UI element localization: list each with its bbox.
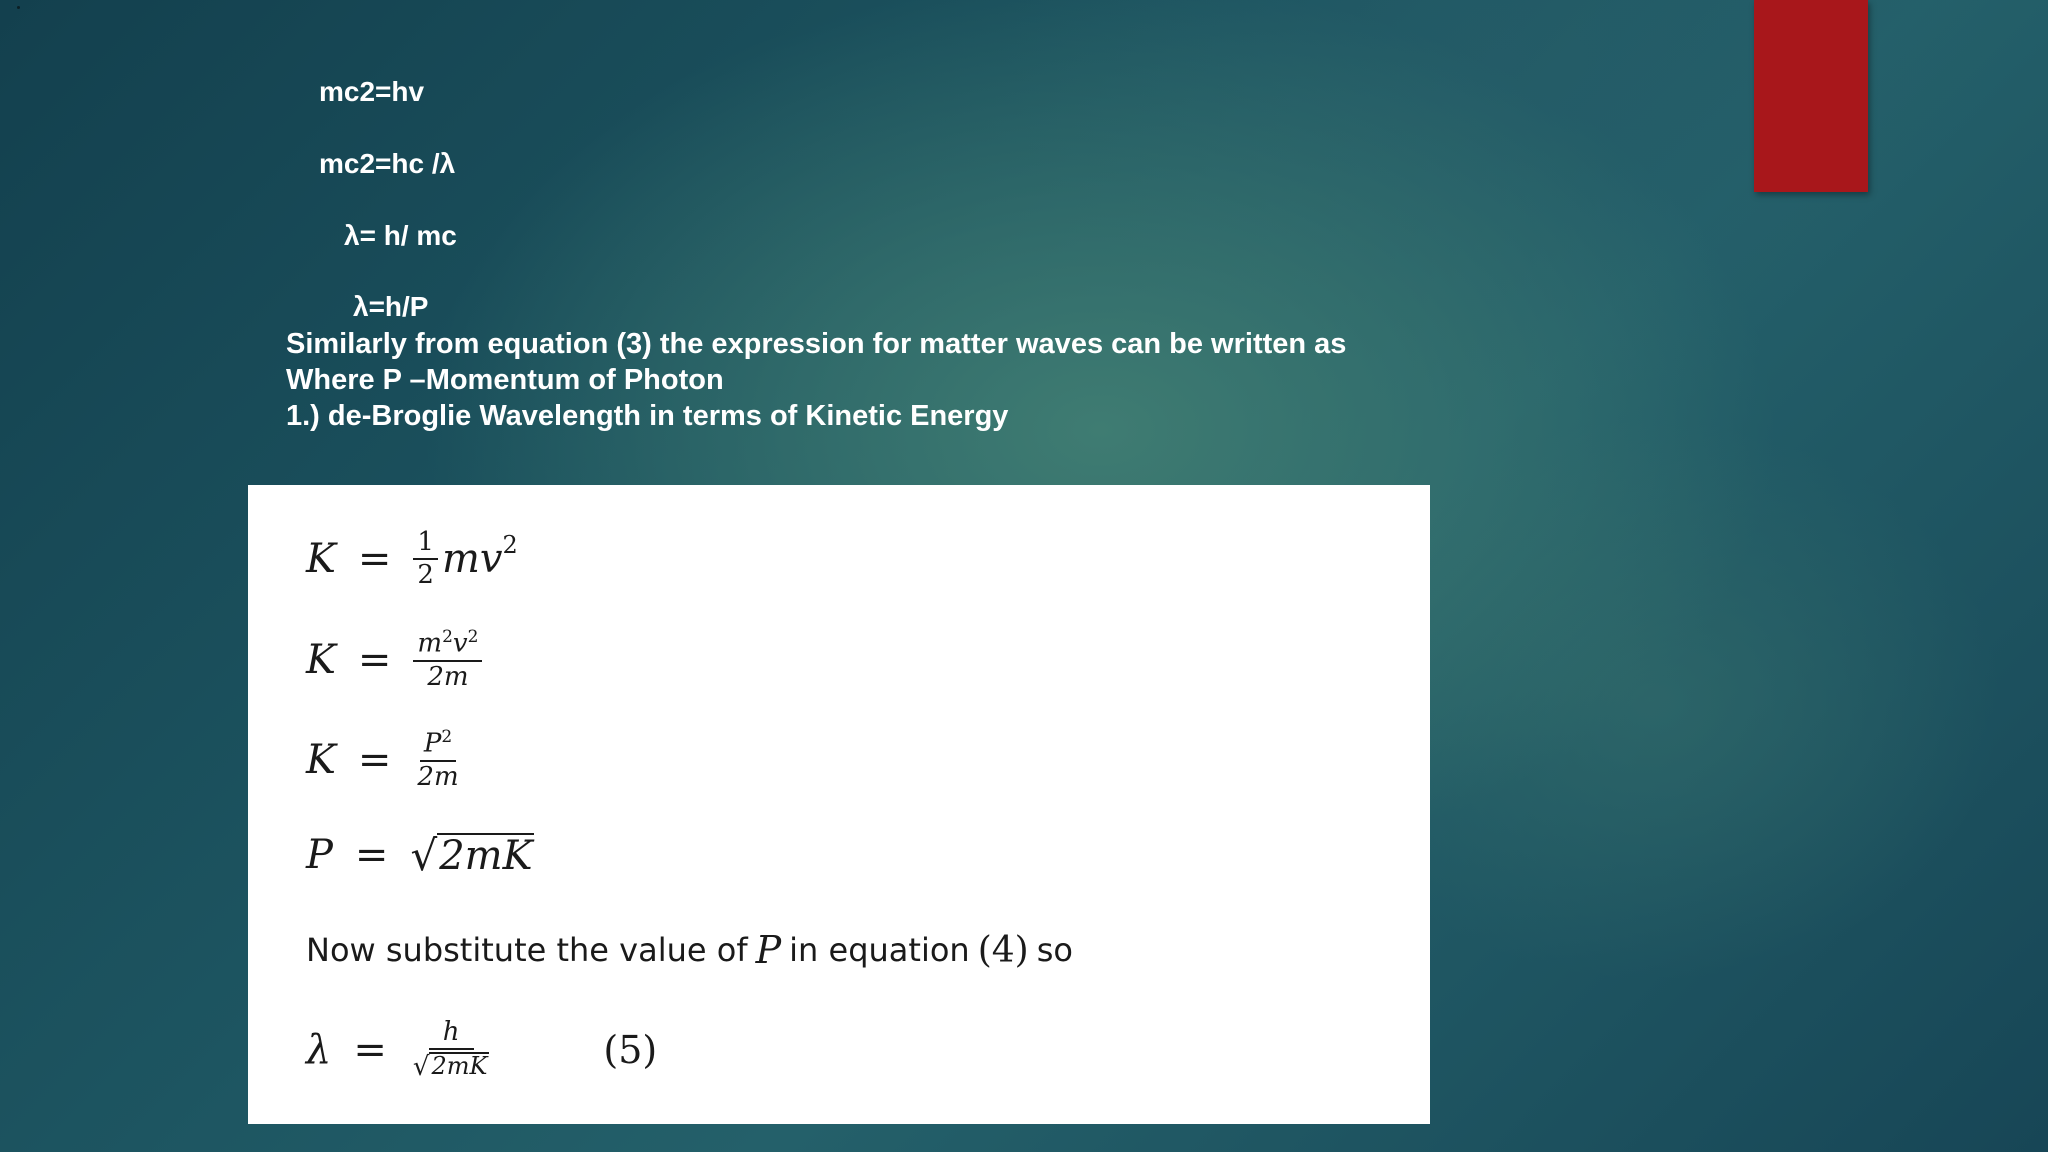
equation-line-4: λ=h/P <box>353 291 429 322</box>
equation-line-1: mc2=hv <box>319 76 425 107</box>
eq1-lhs: K <box>306 536 336 582</box>
kinetic-energy-momentum-form <box>306 615 482 705</box>
sentence-before: Now substitute the value of <box>306 931 748 969</box>
eq5-lhs: λ <box>306 1027 332 1073</box>
eq3-lhs: K <box>306 737 336 783</box>
substitution-sentence <box>306 910 1073 990</box>
paragraph-line-1: Similarly from equation (3) the expression for matter waves can be written as <box>286 328 1347 360</box>
equation-line-2: mc2=hc /λ <box>319 148 456 179</box>
eq1-exponent: 2 <box>502 531 518 559</box>
paragraph-line-3: 1.) de-Broglie Wavelength in terms of Kinetic Energy <box>286 400 1009 432</box>
eq3-numerator <box>420 726 456 762</box>
eq5-radical-icon: √ <box>412 1051 430 1082</box>
eq1-denominator: 2 <box>417 560 434 590</box>
eq2-v-exponent: 2 <box>467 626 479 647</box>
eq4-radical-icon: √ <box>410 831 438 880</box>
sentence-after: so <box>1036 931 1073 969</box>
math-panel <box>248 485 1430 1124</box>
eq5-fraction <box>409 1019 494 1081</box>
eq3-denominator: 2m <box>417 761 459 792</box>
accent-bar <box>1754 0 1868 192</box>
eq4-equals: = <box>354 832 389 878</box>
eq2-numerator <box>413 626 482 662</box>
eq4-lhs: P <box>306 832 333 878</box>
eq3-p: P <box>423 728 442 759</box>
kinetic-energy-p-form <box>306 715 463 805</box>
eq3-exponent: 2 <box>441 726 453 747</box>
eq5-denominator <box>409 1050 494 1080</box>
eq3-equals: = <box>357 737 392 783</box>
sentence-var: P <box>755 928 782 972</box>
eq1-fraction <box>413 526 438 590</box>
eq4-sqrt <box>410 831 534 880</box>
eq2-m: m <box>417 628 443 659</box>
eq3-fraction <box>413 726 462 792</box>
eq2-equals: = <box>357 637 392 683</box>
eq1-equals: = <box>357 536 392 582</box>
eq1-numerator: 1 <box>413 529 438 560</box>
eq5-radicand: 2mK <box>431 1052 488 1081</box>
eq2-m-exponent: 2 <box>442 626 453 647</box>
eq5-numerator: h <box>429 1019 474 1050</box>
momentum-equation <box>306 815 534 895</box>
eq2-fraction <box>413 626 482 692</box>
sentence-ref: (4) <box>977 929 1029 971</box>
eq2-denominator: 2m <box>427 661 469 692</box>
equation-number-5: (5) <box>603 1028 658 1072</box>
kinetic-energy-equation <box>306 519 518 599</box>
eq2-lhs: K <box>306 637 336 683</box>
eq2-v: v <box>452 628 468 659</box>
eq1-mv: mv <box>441 536 503 582</box>
paragraph-line-2: Where P –Momentum of Photon <box>286 364 724 396</box>
eq5-equals: = <box>353 1027 387 1073</box>
de-broglie-kinetic-equation <box>306 1000 657 1100</box>
equation-line-3: λ= h/ mc <box>344 220 457 251</box>
corner-dot <box>17 6 20 9</box>
eq5-sqrt <box>412 1051 490 1082</box>
sentence-middle: in equation <box>789 931 970 969</box>
eq4-radicand: 2mK <box>439 833 533 879</box>
